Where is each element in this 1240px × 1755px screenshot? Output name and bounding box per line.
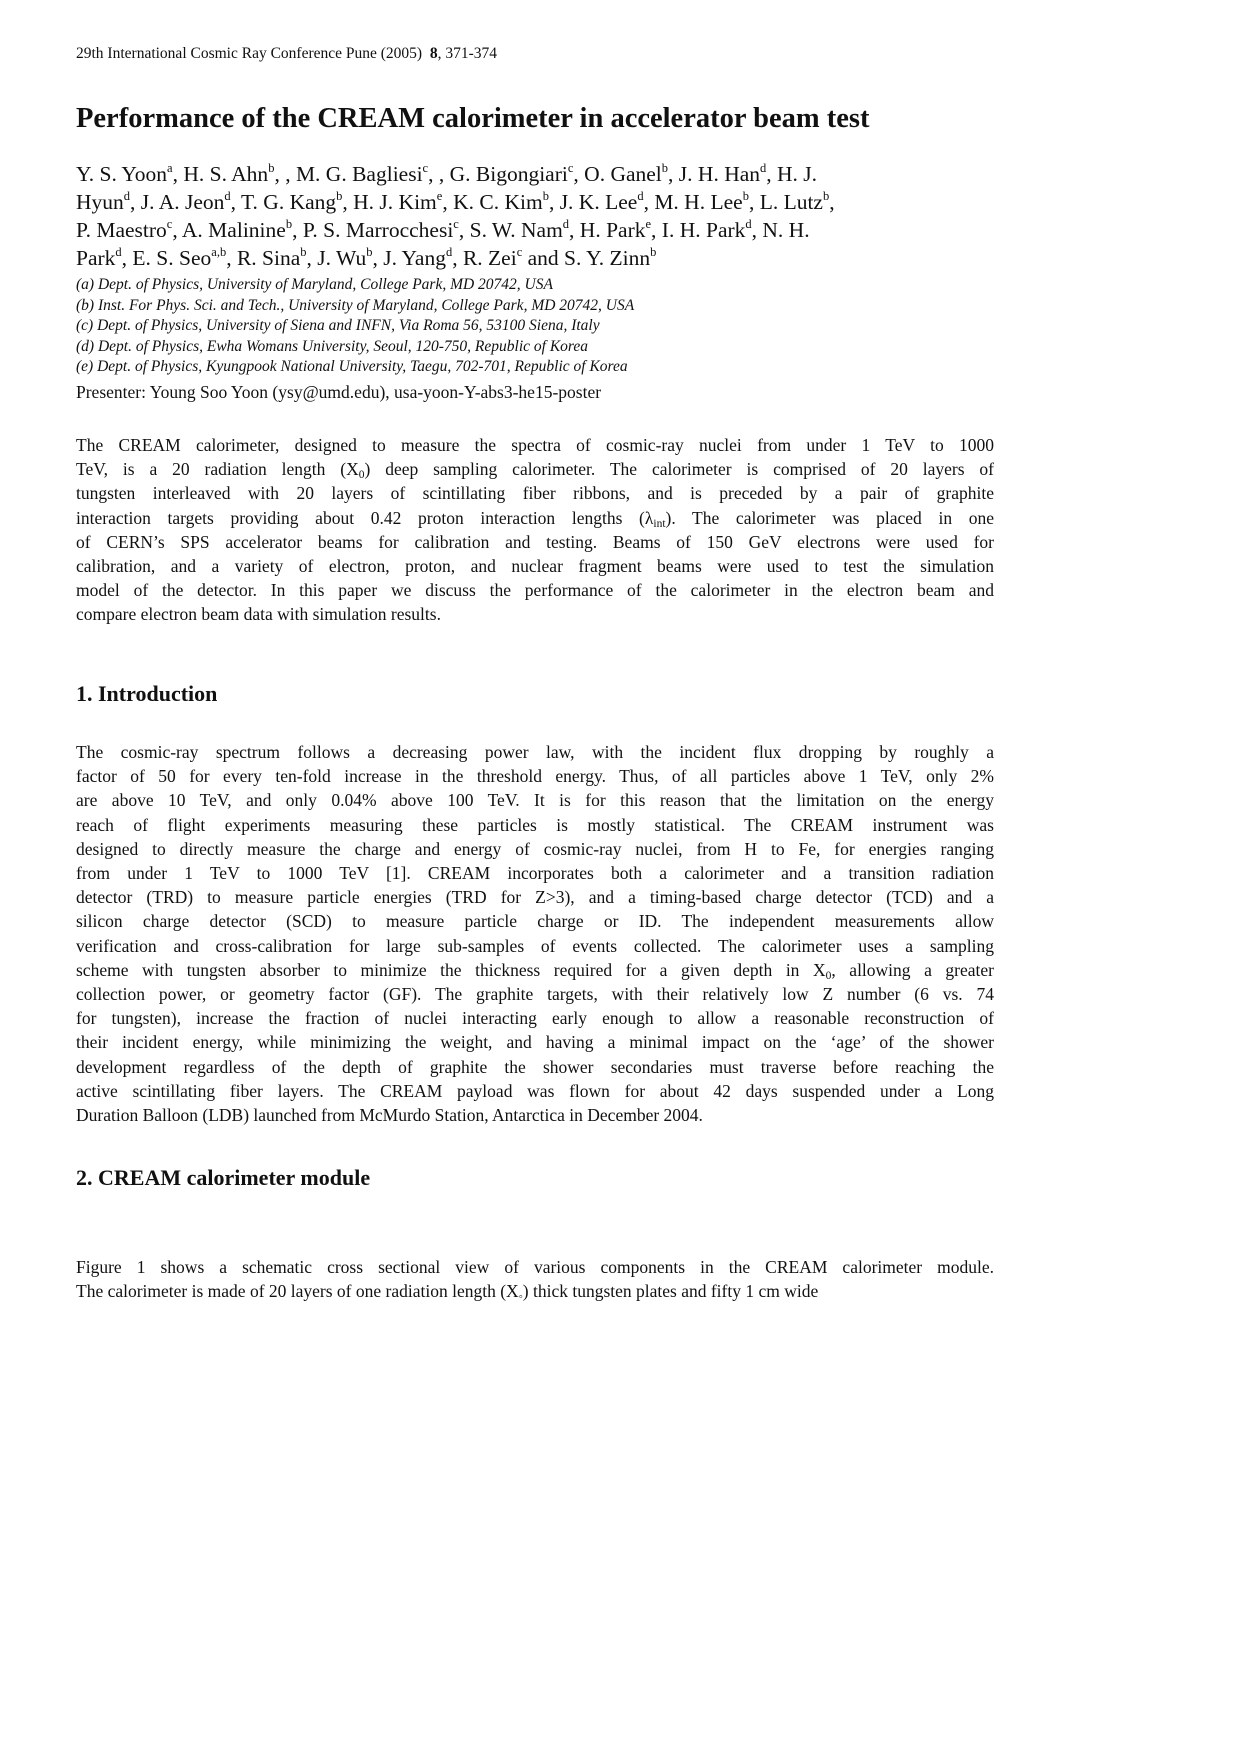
calorimeter-module-paragraph — [76, 1255, 994, 1303]
affiliation-superscript: b — [542, 189, 549, 203]
affiliation-superscript: d — [123, 189, 131, 203]
text-run: TeV, is a 20 radiation length (X — [76, 459, 359, 480]
text-line — [76, 909, 994, 933]
text-run: calibration, and a variety of electron, proton, and nuclear fragment beams were used to test the simulation — [76, 556, 994, 577]
text-run: verification and cross-calibration for large sub-samples of events collected. The calorimeter uses a sampling — [76, 935, 994, 956]
affiliation-superscript: d — [445, 245, 453, 259]
author-text: , R. Sina — [226, 246, 301, 270]
text-run: detector (TRD) to measure particle energies (TRD for Z>3), and a timing-based charge detector (TCD) and a — [76, 887, 994, 908]
affiliation-superscript: c — [422, 161, 429, 175]
text-line — [76, 481, 994, 505]
text-run: for tungsten), increase the fraction of nuclei interacting early enough to allow a reasonable reconstruction of — [76, 1008, 994, 1029]
author-line — [76, 216, 994, 244]
section-heading-introduction: 1. Introduction — [76, 681, 218, 706]
affiliation-superscript: a — [167, 161, 173, 175]
author-text: , J. K. Lee — [548, 190, 638, 214]
affiliation-e: (e) Dept. of Physics, Kyungpook National University, Taegu, 702-701, Republic of Korea — [76, 358, 628, 376]
affiliation-superscript: e — [645, 217, 652, 231]
affiliation-superscript: b — [366, 245, 373, 259]
affiliation-superscript: d — [745, 217, 752, 231]
text-line — [76, 433, 994, 457]
text-line — [76, 1055, 994, 1079]
subscript: 0 — [358, 469, 365, 482]
text-run: The calorimeter is made of 20 layers of one radiation length (X — [76, 1281, 519, 1302]
author-line — [76, 160, 994, 188]
author-text: , J. H. Han — [668, 162, 761, 186]
text-run: tungsten interleaved with 20 layers of scintillating fiber ribbons, and is preceded by a pair of graphite — [76, 483, 994, 504]
text-run: model of the detector. In this paper we discuss the performance of the calorimeter in the electron beam and — [76, 580, 994, 601]
text-line — [76, 578, 994, 602]
conference-header — [76, 44, 497, 64]
author-text: , T. G. Kang — [230, 190, 337, 214]
text-line — [76, 837, 994, 861]
affiliation-list — [76, 275, 634, 378]
conference-name: 29th International Cosmic Ray Conference Pune (2005) — [76, 45, 423, 62]
text-line — [76, 885, 994, 909]
affiliation-superscript: b — [300, 245, 307, 259]
page-range: , 371-374 — [437, 45, 498, 62]
text-run: The CREAM calorimeter, designed to measure the spectra of cosmic-ray nuclei from under 1 TeV to 1000 — [76, 435, 994, 455]
author-text: Y. S. Yoon — [76, 162, 168, 186]
text-line — [76, 602, 994, 626]
affiliation-c: (c) Dept. of Physics, University of Siena and INFN, Via Roma 56, 53100 Siena, Italy — [76, 317, 600, 335]
author-text: , P. S. Marrocchesi — [292, 218, 454, 242]
author-text: , K. C. Kim — [442, 190, 543, 214]
affiliation-superscript: b — [661, 161, 669, 175]
subscript: 0 — [825, 969, 832, 982]
author-text: , A. Malinine — [172, 218, 286, 242]
affiliation-superscript: c — [453, 217, 459, 231]
text-line — [76, 1279, 994, 1303]
text-run: factor of 50 for every ten-fold increase in the threshold energy. Thus, of all particles above 1 TeV, only 2% — [76, 766, 994, 787]
author-text: , M. H. Lee — [643, 190, 743, 214]
author-text: , J. Wu — [306, 246, 367, 270]
author-text: , I. H. Park — [651, 218, 746, 242]
text-line — [76, 1079, 994, 1103]
author-text: P. Maestro — [76, 218, 167, 242]
text-run: interaction targets providing about 0.42 proton interaction lengths (λ — [76, 507, 654, 528]
text-run: ) deep sampling calorimeter. The calorimeter is comprised of 20 layers of — [364, 459, 994, 480]
author-text: and S. Y. Zinn — [522, 246, 651, 270]
affiliation-superscript: b — [822, 189, 830, 203]
volume-number: 8 — [429, 45, 438, 62]
author-text: , S. W. Nam — [458, 218, 563, 242]
affiliation-superscript: d — [760, 161, 767, 175]
abstract-paragraph — [76, 433, 994, 627]
text-run: silicon charge detector (SCD) to measure particle charge or ID. The independent measurements allow — [76, 911, 994, 932]
affiliation-superscript: d — [224, 189, 231, 203]
author-text: , , M. G. Bagliesi — [274, 162, 423, 186]
author-text: , H. J. Kim — [342, 190, 437, 214]
text-run: compare electron beam data with simulation results. — [76, 604, 441, 625]
subscript: int — [653, 517, 666, 530]
affiliation-superscript: e — [436, 189, 443, 203]
affiliation-superscript: b — [268, 161, 275, 175]
text-line — [76, 1030, 994, 1054]
author-text: , L. Lutz — [748, 190, 823, 214]
author-text: , J. A. Jeon — [130, 190, 225, 214]
text-line — [76, 1255, 994, 1279]
text-run: , allowing a greater — [831, 959, 994, 980]
author-line — [76, 244, 994, 272]
affiliation-superscript: d — [562, 217, 570, 231]
section-heading-calorimeter-module: 2. CREAM calorimeter module — [76, 1165, 371, 1190]
affiliation-superscript: b — [650, 245, 657, 259]
introduction-paragraph — [76, 740, 994, 1127]
text-run: collection power, or geometry factor (GF). The graphite targets, with their relatively low Z number (6 vs. 74 — [76, 984, 994, 1005]
text-run: are above 10 TeV, and only 0.04% above 100 TeV. It is for this reason that the limitation on the energy — [76, 790, 994, 811]
text-run: scheme with tungsten absorber to minimize the thickness required for a given depth in X — [76, 959, 826, 980]
text-line — [76, 813, 994, 837]
author-text: , H. J. — [766, 162, 818, 186]
affiliation-superscript: d — [637, 189, 644, 203]
affiliation-a: (a) Dept. of Physics, University of Maryland, College Park, MD 20742, USA — [76, 276, 553, 293]
text-run: The cosmic-ray spectrum follows a decreasing power law, with the incident flux dropping by roughly a — [76, 742, 994, 762]
author-text: , — [829, 190, 835, 214]
affiliation-b: (b) Inst. For Phys. Sci. and Tech., University of Maryland, College Park, MD 20742, USA — [76, 296, 635, 314]
text-line — [76, 958, 994, 982]
affiliation-superscript: c — [516, 245, 523, 259]
paper-title: Performance of the CREAM calorimeter in accelerator beam test — [76, 103, 870, 134]
text-line — [76, 764, 994, 788]
affiliation-superscript: c — [567, 161, 574, 175]
text-line — [76, 861, 994, 885]
author-text: , J. Yang — [372, 246, 446, 270]
text-run: of CERN’s SPS accelerator beams for calibration and testing. Beams of 150 GeV electrons were used for — [76, 531, 994, 552]
text-line — [76, 1103, 994, 1127]
author-text: , O. Ganel — [573, 162, 662, 186]
affiliation-superscript: b — [285, 217, 293, 231]
text-run: from under 1 TeV to 1000 TeV [1]. CREAM incorporates both a calorimeter and a transition radiation — [76, 863, 994, 884]
author-text: Park — [76, 246, 116, 270]
text-line — [76, 982, 994, 1006]
subscript: ◦ — [518, 1291, 523, 1304]
text-line — [76, 788, 994, 812]
author-text: , R. Zei — [452, 246, 517, 270]
text-line — [76, 934, 994, 958]
author-line — [76, 188, 994, 216]
presenter-line: Presenter: Young Soo Yoon (ysy@umd.edu), usa-yoon-Y-abs3-he15-poster — [76, 382, 602, 402]
author-text: , N. H. — [751, 218, 810, 242]
author-text: Hyun — [76, 190, 124, 214]
author-text: , H. S. Ahn — [172, 162, 269, 186]
text-run: ) thick tungsten plates and fifty 1 cm wide — [522, 1281, 819, 1302]
text-line — [76, 1006, 994, 1030]
text-line — [76, 554, 994, 578]
affiliation-superscript: b — [336, 189, 343, 203]
affiliation-superscript: c — [166, 217, 173, 231]
author-text: , H. Park — [569, 218, 646, 242]
author-text: , E. S. Seo — [121, 246, 212, 270]
affiliation-superscript: d — [115, 245, 122, 259]
text-run: reach of flight experiments measuring these particles is mostly statistical. The CREAM instrument was — [76, 814, 994, 835]
affiliation-d: (d) Dept. of Physics, Ewha Womans University, Seoul, 120-750, Republic of Korea — [76, 337, 589, 355]
text-line — [76, 457, 994, 481]
author-list — [76, 160, 994, 272]
text-run: Duration Balloon (LDB) launched from McMurdo Station, Antarctica in December 2004. — [76, 1105, 703, 1126]
text-run: Figure 1 shows a schematic cross sectional view of various components in the CREAM calorimeter module. — [76, 1257, 994, 1277]
affiliation-superscript: b — [742, 189, 749, 203]
text-run: development regardless of the depth of graphite the shower secondaries must traverse before reaching the — [76, 1056, 994, 1077]
text-run: their incident energy, while minimizing the weight, and having a minimal impact on the ‘age’ of the shower — [76, 1032, 994, 1053]
affiliation-superscript: a,b — [211, 245, 227, 259]
text-run: designed to directly measure the charge and energy of cosmic-ray nuclei, from H to Fe, for energies ranging — [76, 838, 994, 859]
author-text: , , G. Bigongiari — [428, 162, 568, 186]
text-run: active scintillating fiber layers. The CREAM payload was flown for about 42 days suspended under a Long — [76, 1080, 994, 1101]
text-run: ). The calorimeter was placed in one — [665, 507, 994, 528]
text-line — [76, 740, 994, 764]
text-line — [76, 530, 994, 554]
text-line — [76, 506, 994, 530]
